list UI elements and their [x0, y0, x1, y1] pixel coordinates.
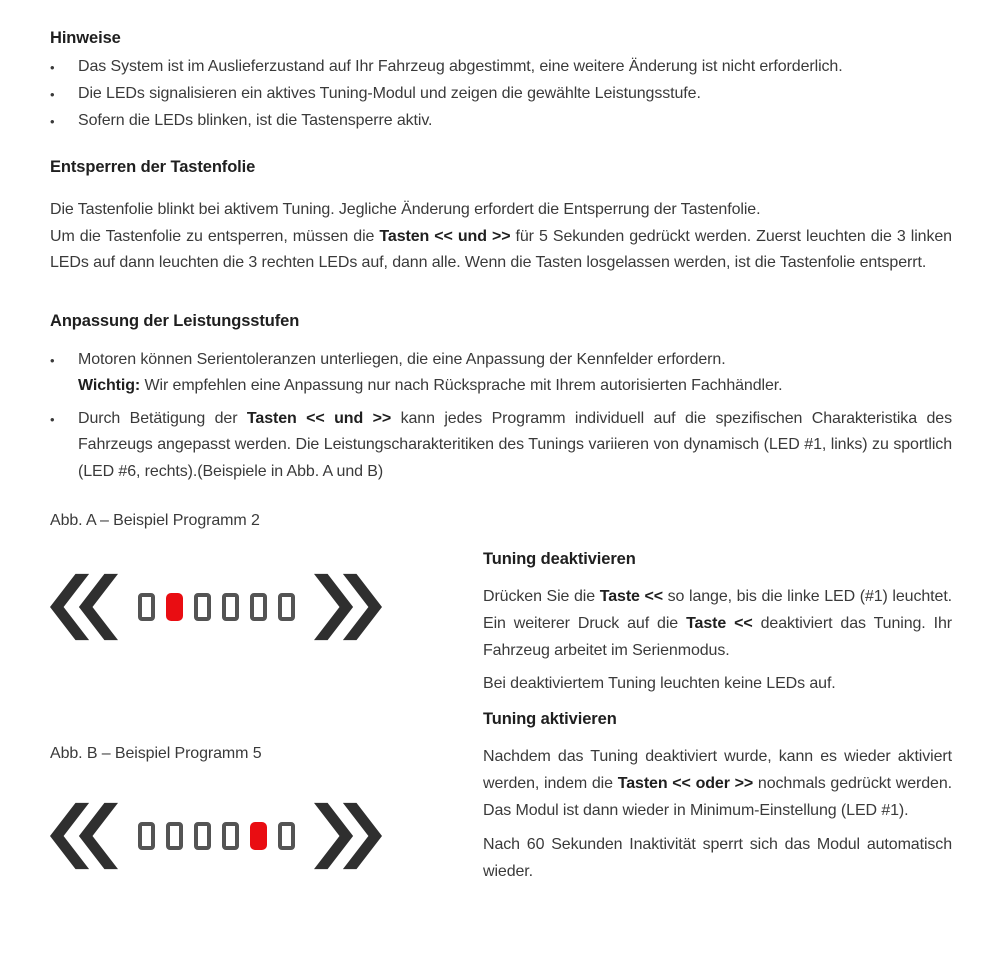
paragraph: Nach 60 Sekunden Inaktivität sperrt sich das Modul automatisch wieder. [483, 836, 952, 880]
section-anpassung [50, 311, 952, 486]
instructions-column [483, 549, 952, 885]
text: Sofern die LEDs blinken, ist die Tastensperre aktiv. [78, 112, 433, 129]
figure-a-led-panel [50, 568, 382, 646]
hinweise-heading: Hinweise [50, 29, 121, 47]
figure-a [50, 511, 483, 646]
led-indicator-4 [222, 593, 239, 621]
paragraph [483, 583, 952, 664]
bullet-marker: • [50, 87, 55, 102]
paragraph: Die Tastenfolie blinkt bei aktivem Tuning. Jegliche Änderung erfordert die Entsperrung der Tastenfolie. [50, 201, 761, 218]
text: so lange, bis die linke LED (#1) leuchtet. Ein weiterer Druck auf die [483, 588, 953, 632]
text: Das System ist im Auslieferzustand auf Ihr Fahrzeug abgestimmt, eine weitere Änderung ist nicht erforderlich. [78, 58, 843, 75]
bullet-marker: • [50, 114, 55, 129]
figure-b [50, 744, 483, 875]
led-indicator-1 [138, 593, 155, 621]
text: Um die Tastenfolie zu entsperren, müssen die [50, 227, 380, 245]
bold-text: Tasten << oder >> [617, 775, 754, 792]
section-entsperren [50, 157, 952, 277]
bold-text: Taste << [599, 588, 663, 605]
text: für 5 Sekunden gedrückt werden. Zuerst leuchten die 3 linken LEDs auf dann leuchten die 3 rechten LEDs auf, dann alle. Wenn die Tasten losgelassen werden, ist die Tastenfolie entsperrt. [50, 227, 952, 271]
list-item [50, 108, 952, 135]
text: Durch Betätigung der [78, 409, 247, 427]
bullet-marker: • [50, 60, 55, 75]
double-chevron-left-icon [50, 569, 118, 645]
led-indicator-6 [278, 593, 295, 621]
figure-b-led-panel [50, 797, 382, 875]
hinweise-bullet-list [50, 54, 952, 135]
bold-text: Taste << [686, 615, 753, 632]
list-item-text [78, 81, 952, 108]
paragraph [483, 743, 952, 824]
bold-text: Tasten << und >> [379, 227, 511, 245]
list-item-text [78, 406, 952, 486]
list-item-text [78, 54, 952, 81]
led-indicator-6 [278, 822, 295, 850]
figures-and-instructions [50, 511, 952, 885]
led-indicator-5 [250, 593, 267, 621]
double-chevron-left-icon [50, 798, 118, 874]
paragraph: Bei deaktiviertem Tuning leuchten keine LEDs auf. [483, 675, 836, 692]
section-hinweise [50, 28, 952, 135]
paragraph [50, 224, 952, 277]
double-chevron-right-icon [314, 798, 382, 874]
led-row [118, 822, 314, 850]
text: Die LEDs signalisieren ein aktives Tuning-Modul und zeigen die gewählte Leistungsstufe. [78, 85, 701, 102]
led-indicator-2-active [166, 593, 183, 621]
text: Nachdem das Tuning deaktiviert wurde, kann es wieder aktiviert werden, indem die [483, 748, 952, 792]
led-indicator-5-active [250, 822, 267, 850]
list-item [50, 54, 952, 81]
led-indicator-3 [194, 593, 211, 621]
aktivieren-heading: Tuning aktivieren [483, 710, 617, 728]
led-row [118, 593, 314, 621]
text: kann jedes Programm individuell auf die spezifischen Charakteristika des Fahrzeugs angepasst werden. Die Leistungscharakteritiken des Tunings variieren von dynamisch (LED #1, links) zu sportlich (LED #6, rechts).(Beispiele in Abb. A und B) [78, 409, 952, 480]
deaktivieren-heading: Tuning deaktivieren [483, 550, 636, 568]
list-item-text [78, 108, 952, 135]
figure-b-caption: Abb. B – Beispiel Programm 5 [50, 745, 262, 762]
text: deaktiviert das Tuning. Ihr Fahrzeug arbeitet im Serienmodus. [483, 615, 952, 659]
list-item [50, 81, 952, 108]
led-indicator-3 [194, 822, 211, 850]
line: Motoren können Serientoleranzen unterliegen, die eine Anpassung der Kennfelder erfordern. [78, 350, 726, 368]
anpassung-heading: Anpassung der Leistungsstufen [50, 311, 300, 330]
bold-text: Tasten << und >> [246, 409, 392, 427]
bullet-marker: • [50, 352, 55, 368]
led-indicator-4 [222, 822, 239, 850]
bullet-marker: • [50, 411, 55, 427]
bold-text: Wichtig: [78, 377, 141, 394]
entsperren-heading: Entsperren der Tastenfolie [50, 158, 256, 176]
led-indicator-2 [166, 822, 183, 850]
double-chevron-right-icon [314, 569, 382, 645]
figures-column [50, 511, 483, 885]
list-item [50, 406, 952, 486]
list-item-text [78, 347, 952, 400]
text: Drücken Sie die [483, 588, 600, 605]
figure-a-caption: Abb. A – Beispiel Programm 2 [50, 512, 260, 529]
text: Wir empfehlen eine Anpassung nur nach Rücksprache mit Ihrem autorisierten Fachhändler. [140, 377, 783, 394]
text: nochmals gedrückt werden. Das Modul ist dann wieder in Minimum-Einstellung (LED #1). [483, 775, 952, 819]
entsperren-body [50, 197, 952, 277]
led-indicator-1 [138, 822, 155, 850]
list-item [50, 347, 952, 400]
line [78, 373, 952, 400]
